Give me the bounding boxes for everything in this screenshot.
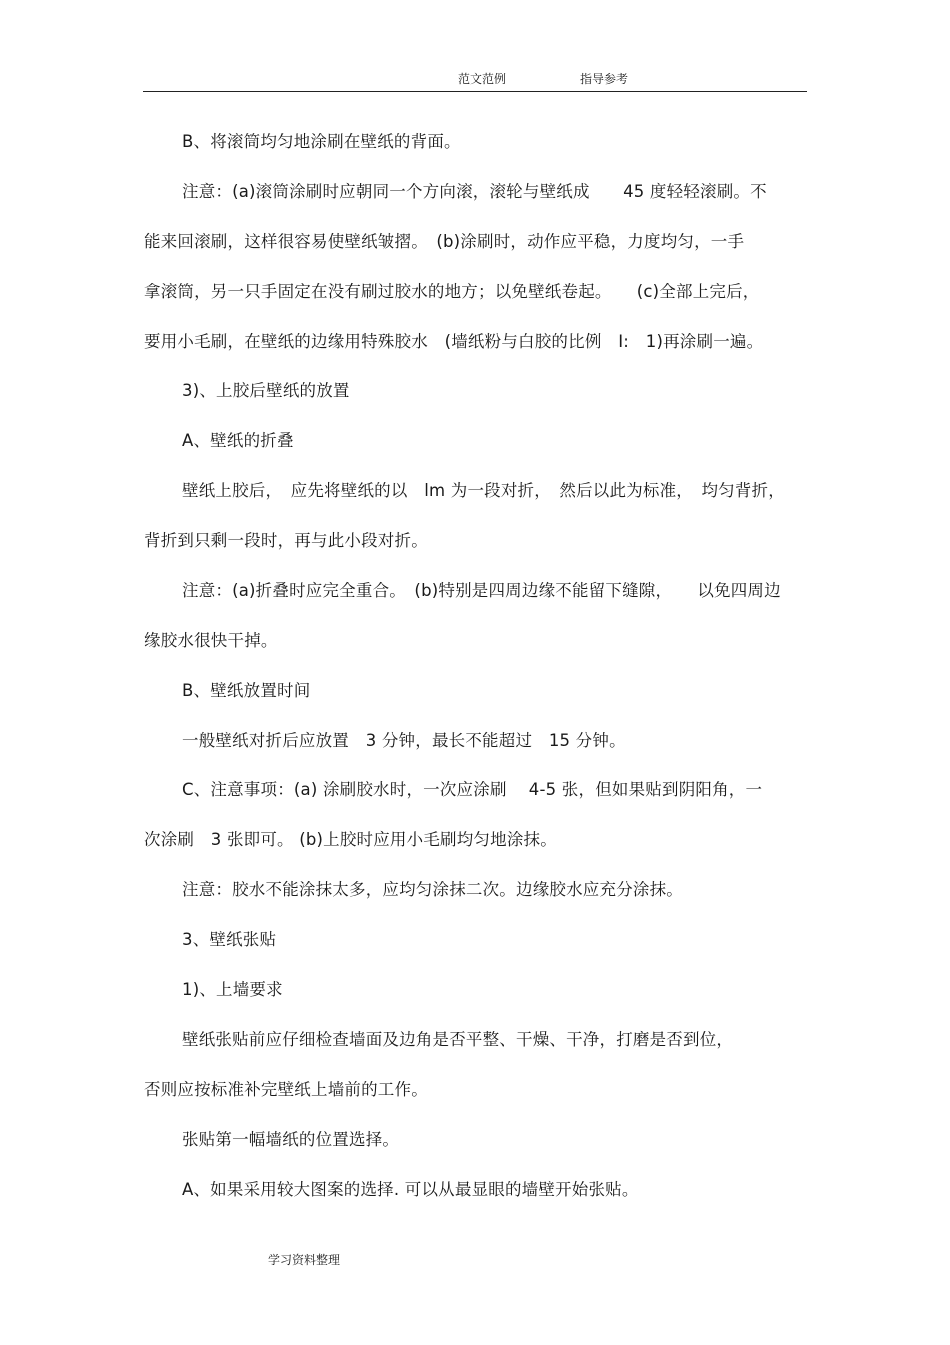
page-header xyxy=(143,70,807,92)
paragraph-line: 次涂刷 3 张即可。 (b)上胶时应用小毛刷均匀地涂抹。 xyxy=(144,830,557,849)
section-heading: 1)、上墙要求 xyxy=(182,980,283,999)
paragraph-line: 注意：(a)折叠时应完全重合。 (b)特别是四周边缘不能留下缝隙， 以免四周边 xyxy=(182,581,781,600)
section-heading: 3)、上胶后壁纸的放置 xyxy=(182,381,350,400)
header-left-text: 范文范例 xyxy=(458,72,507,86)
section-heading: A、壁纸的折叠 xyxy=(182,431,294,450)
paragraph-line: 要用小毛刷，在壁纸的边缘用特殊胶水 (墙纸粉与白胶的比例 I: 1)再涂刷一遍。 xyxy=(144,332,764,351)
paragraph-line: 否则应按标准补完壁纸上墙前的工作。 xyxy=(144,1080,428,1099)
paragraph-line: C、注意事项：(a) 涂刷胶水时，一次应涂刷 4-5 张，但如果贴到阴阳角，一 xyxy=(182,780,763,799)
header-right-text: 指导参考 xyxy=(580,72,629,86)
paragraph-line: 张贴第一幅墙纸的位置选择。 xyxy=(182,1130,400,1149)
paragraph-line: 能来回滚刷，这样很容易使壁纸皱摺。 (b)涂刷时，动作应平稳，力度均匀，一手 xyxy=(144,232,745,251)
paragraph-line: 背折到只剩一段时，再与此小段对折。 xyxy=(144,531,428,550)
page-footer: 学习资料整理 xyxy=(268,1253,341,1267)
paragraph-line: 注意：胶水不能涂抹太多，应均匀涂抹二次。边缘胶水应充分涂抹。 xyxy=(182,880,683,899)
paragraph-line: 缘胶水很快干掉。 xyxy=(144,631,278,650)
section-heading: B、壁纸放置时间 xyxy=(182,681,311,700)
paragraph-line: 壁纸上胶后， 应先将壁纸的以 lm 为一段对折， 然后以此为标准， 均匀背折， xyxy=(182,481,785,500)
paragraph-line: B、将滚筒均匀地涂刷在壁纸的背面。 xyxy=(182,132,461,151)
section-heading: 3、壁纸张贴 xyxy=(182,930,277,949)
paragraph-line: A、如果采用较大图案的选择. 可以从最显眼的墙壁开始张贴。 xyxy=(182,1180,639,1199)
paragraph-line: 壁纸张贴前应仔细检查墙面及边角是否平整、干燥、干净，打磨是否到位， xyxy=(182,1030,734,1049)
paragraph-line: 拿滚筒，另一只手固定在没有刷过胶水的地方；以免壁纸卷起。 (c)全部上完后， xyxy=(144,282,760,301)
paragraph-line: 注意：(a)滚筒涂刷时应朝同一个方向滚，滚轮与壁纸成 45 度轻轻滚刷。不 xyxy=(182,182,767,201)
paragraph-line: 一般壁纸对折后应放置 3 分钟，最长不能超过 15 分钟。 xyxy=(182,731,626,750)
